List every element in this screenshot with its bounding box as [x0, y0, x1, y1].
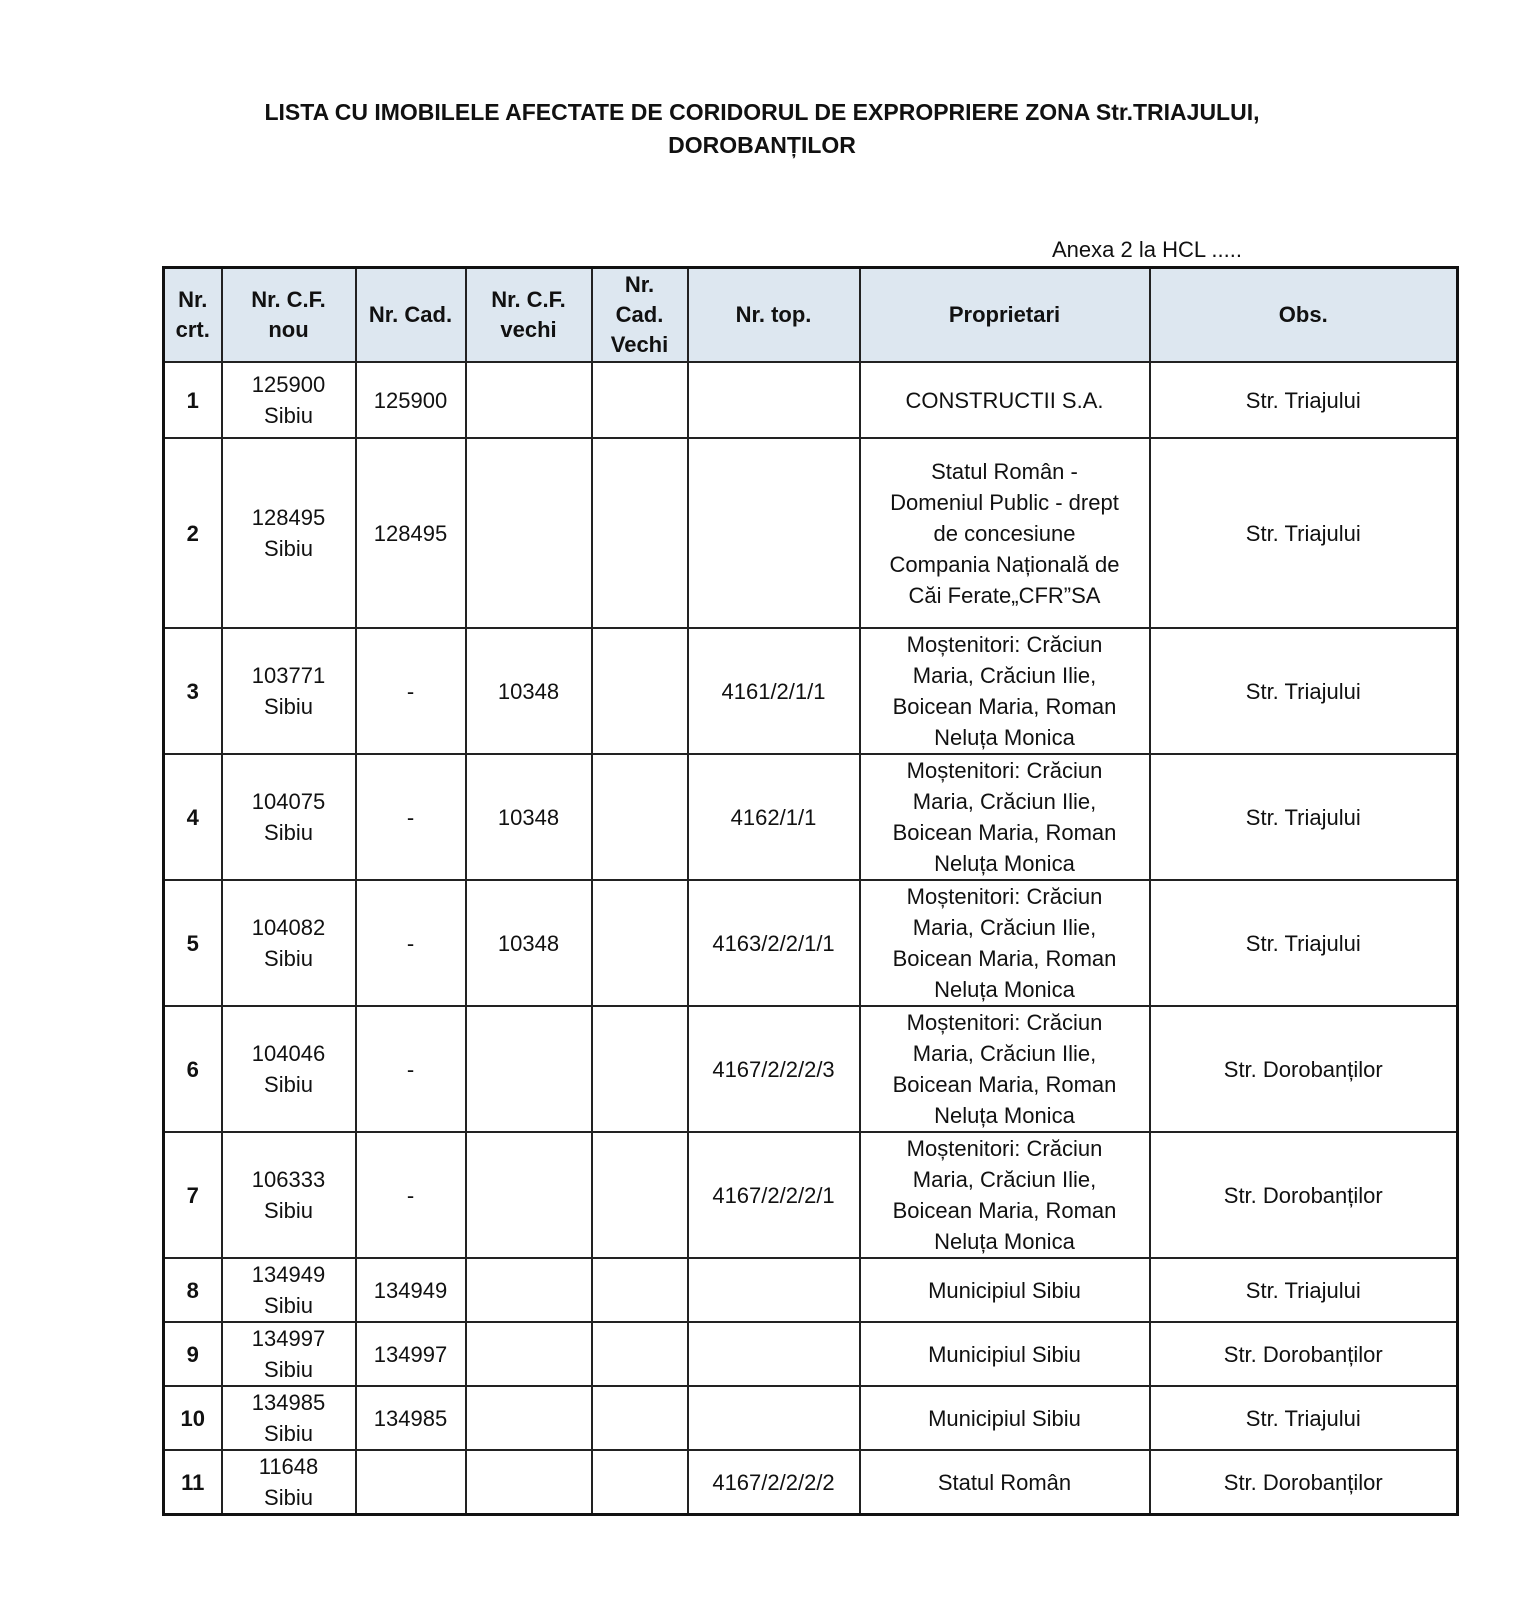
cell-text-line: 104075 — [251, 789, 326, 814]
cell-cf-nou — [222, 628, 356, 754]
cell-text-line: CONSTRUCTII S.A. — [905, 387, 1104, 413]
cell-nr-cad: 134949 — [356, 1258, 466, 1322]
cell-text-line: Neluța Monica — [934, 977, 1075, 1002]
cell-text-line: Statul Român - — [931, 458, 1078, 484]
cell-text-line: 125900 — [251, 372, 326, 397]
cell-text-line: Sibiu — [264, 536, 313, 561]
cell-obs: Str. Triajului — [1150, 362, 1458, 438]
cell-text-line: Neluța Monica — [934, 851, 1075, 876]
annex-reference: Anexa 2 la HCL ..... — [1052, 237, 1242, 262]
header-cf-nou: Nr. C.F. nou — [222, 268, 356, 363]
cell-text-line: Sibiu — [264, 1485, 313, 1510]
cell-cad-vechi — [592, 1132, 688, 1258]
cell-text-line: 104082 — [251, 915, 326, 940]
title-line-2: DOROBANȚILOR — [668, 132, 856, 158]
cell-text-line: 134985 — [251, 1390, 326, 1415]
cell-text-line: Sibiu — [264, 1421, 313, 1446]
cell-cad-vechi — [592, 1006, 688, 1132]
cell-cad-vechi — [592, 362, 688, 438]
cell-cad-vechi — [592, 1322, 688, 1386]
table-row — [164, 880, 1458, 1006]
cell-cad-vechi — [592, 1258, 688, 1322]
cell-text-line: Boicean Maria, Roman — [892, 820, 1117, 845]
cell-text-line: Domeniul Public - drept — [890, 489, 1119, 515]
cell-text-line: Căi Ferate„CFR”SA — [908, 582, 1101, 608]
cell-proprietari — [860, 1450, 1150, 1515]
cell-proprietari — [860, 1132, 1150, 1258]
cell-nr-top: 4162/1/1 — [688, 754, 860, 880]
cell-proprietari — [860, 754, 1150, 880]
cell-nr-cad: - — [356, 880, 466, 1006]
cell-cad-vechi — [592, 1450, 688, 1515]
cell-text-line: Sibiu — [264, 403, 313, 428]
cell-cad-vechi — [592, 628, 688, 754]
cell-nr-cad: - — [356, 754, 466, 880]
cell-nr-top: 4167/2/2/2/3 — [688, 1006, 860, 1132]
table-row — [164, 1386, 1458, 1450]
cell-text-line: 134949 — [251, 1262, 326, 1287]
document-title — [0, 96, 1524, 162]
header-proprietari: Proprietari — [860, 268, 1150, 363]
table-row — [164, 1322, 1458, 1386]
cell-text-line: Maria, Crăciun Ilie, — [912, 1167, 1097, 1192]
cell-nr-crt: 5 — [164, 880, 222, 1006]
cell-cf-nou — [222, 1450, 356, 1515]
cell-obs: Str. Dorobanților — [1150, 1322, 1458, 1386]
cell-cf-vechi — [466, 362, 592, 438]
cell-nr-crt: 8 — [164, 1258, 222, 1322]
cell-obs: Str. Triajului — [1150, 1258, 1458, 1322]
cell-nr-cad: 128495 — [356, 438, 466, 628]
cell-text-line: Maria, Crăciun Ilie, — [912, 915, 1097, 940]
cell-text-line: 104046 — [251, 1041, 326, 1066]
cell-nr-crt: 6 — [164, 1006, 222, 1132]
cell-text-line: Boicean Maria, Roman — [892, 946, 1117, 971]
cell-obs: Str. Dorobanților — [1150, 1450, 1458, 1515]
cell-text-line: Moștenitori: Crăciun — [906, 758, 1103, 783]
header-nr-cad: Nr. Cad. — [356, 268, 466, 363]
cell-nr-top — [688, 438, 860, 628]
cell-proprietari — [860, 1006, 1150, 1132]
cell-text-line: Neluța Monica — [934, 1103, 1075, 1128]
properties-table — [162, 266, 1459, 1516]
cell-nr-cad: 134985 — [356, 1386, 466, 1450]
cell-cf-nou — [222, 880, 356, 1006]
header-cad-vechi: Nr. Cad. Vechi — [592, 268, 688, 363]
cell-cf-nou — [222, 754, 356, 880]
cell-proprietari — [860, 880, 1150, 1006]
cell-text-line: Statul Român — [937, 1469, 1072, 1495]
cell-nr-cad: - — [356, 628, 466, 754]
cell-nr-top — [688, 362, 860, 438]
cell-text-line: Moștenitori: Crăciun — [906, 884, 1103, 909]
cell-text-line: Moștenitori: Crăciun — [906, 632, 1103, 657]
cell-obs: Str. Dorobanților — [1150, 1132, 1458, 1258]
cell-text-line: Municipiul Sibiu — [928, 1341, 1081, 1367]
cell-obs: Str. Triajului — [1150, 880, 1458, 1006]
header-cf-vechi: Nr. C.F. vechi — [466, 268, 592, 363]
cell-text-line: Maria, Crăciun Ilie, — [912, 789, 1097, 814]
cell-nr-crt: 11 — [164, 1450, 222, 1515]
table-row — [164, 1258, 1458, 1322]
cell-text-line: 11648 — [258, 1454, 319, 1479]
cell-proprietari — [860, 1258, 1150, 1322]
cell-cf-vechi — [466, 438, 592, 628]
cell-text-line: Moștenitori: Crăciun — [906, 1136, 1103, 1161]
cell-text-line: Sibiu — [264, 694, 313, 719]
cell-text-line: Boicean Maria, Roman — [892, 1072, 1117, 1097]
cell-proprietari — [860, 1386, 1150, 1450]
table-row — [164, 1006, 1458, 1132]
cell-nr-cad: 125900 — [356, 362, 466, 438]
cell-nr-top: 4161/2/1/1 — [688, 628, 860, 754]
title-line-1: LISTA CU IMOBILELE AFECTATE DE CORIDORUL DE EXPROPRIERE ZONA Str.TRIAJULUI, — [264, 99, 1260, 125]
cell-text-line: 106333 — [251, 1167, 326, 1192]
cell-cf-vechi — [466, 1132, 592, 1258]
cell-text-line: Sibiu — [264, 1293, 313, 1318]
cell-cf-vechi — [466, 1322, 592, 1386]
cell-cf-nou — [222, 1132, 356, 1258]
table-row — [164, 438, 1458, 628]
table-row — [164, 754, 1458, 880]
table-body — [164, 362, 1458, 1515]
cell-nr-cad: - — [356, 1006, 466, 1132]
cell-nr-cad: 134997 — [356, 1322, 466, 1386]
cell-obs: Str. Triajului — [1150, 438, 1458, 628]
cell-nr-crt: 1 — [164, 362, 222, 438]
table-row — [164, 1450, 1458, 1515]
cell-cf-nou — [222, 1258, 356, 1322]
cell-text-line: Maria, Crăciun Ilie, — [912, 663, 1097, 688]
cell-nr-crt: 3 — [164, 628, 222, 754]
cell-cf-vechi — [466, 1006, 592, 1132]
cell-text-line: Boicean Maria, Roman — [892, 1198, 1117, 1223]
cell-text-line: Sibiu — [264, 1198, 313, 1223]
cell-obs: Str. Dorobanților — [1150, 1006, 1458, 1132]
cell-nr-cad — [356, 1450, 466, 1515]
cell-cf-nou — [222, 438, 356, 628]
cell-text-line: Neluța Monica — [934, 725, 1075, 750]
cell-cad-vechi — [592, 438, 688, 628]
cell-nr-top: 4167/2/2/2/2 — [688, 1450, 860, 1515]
cell-nr-cad: - — [356, 1132, 466, 1258]
cell-proprietari — [860, 628, 1150, 754]
cell-nr-crt: 7 — [164, 1132, 222, 1258]
cell-text-line: Maria, Crăciun Ilie, — [912, 1041, 1097, 1066]
cell-cf-nou — [222, 1386, 356, 1450]
table-row — [164, 362, 1458, 438]
cell-nr-top — [688, 1258, 860, 1322]
cell-cf-nou — [222, 1006, 356, 1132]
cell-text-line: de concesiune — [933, 520, 1076, 546]
cell-nr-top: 4167/2/2/2/1 — [688, 1132, 860, 1258]
cell-text-line: Sibiu — [264, 1072, 313, 1097]
cell-text-line: Municipiul Sibiu — [928, 1405, 1081, 1431]
cell-obs: Str. Triajului — [1150, 628, 1458, 754]
table-header-row — [164, 268, 1458, 363]
cell-text-line: Compania Națională de — [889, 551, 1120, 577]
cell-cf-vechi: 10348 — [466, 880, 592, 1006]
cell-text-line: Moștenitori: Crăciun — [906, 1010, 1103, 1035]
cell-nr-crt: 10 — [164, 1386, 222, 1450]
cell-text-line: 134997 — [251, 1326, 326, 1351]
cell-text-line: Sibiu — [264, 946, 313, 971]
cell-nr-top — [688, 1386, 860, 1450]
cell-proprietari — [860, 438, 1150, 628]
cell-nr-top — [688, 1322, 860, 1386]
cell-cad-vechi — [592, 754, 688, 880]
cell-text-line: Neluța Monica — [934, 1229, 1075, 1254]
cell-cf-vechi: 10348 — [466, 628, 592, 754]
cell-nr-crt: 9 — [164, 1322, 222, 1386]
cell-text-line: Boicean Maria, Roman — [892, 694, 1117, 719]
cell-obs: Str. Triajului — [1150, 754, 1458, 880]
cell-cf-vechi: 10348 — [466, 754, 592, 880]
cell-text-line: Sibiu — [264, 820, 313, 845]
cell-text-line: 103771 — [251, 663, 326, 688]
cell-cf-vechi — [466, 1386, 592, 1450]
cell-nr-crt: 4 — [164, 754, 222, 880]
header-obs: Obs. — [1150, 268, 1458, 363]
cell-cf-vechi — [466, 1258, 592, 1322]
cell-nr-crt: 2 — [164, 438, 222, 628]
header-nr-crt: Nr. crt. — [164, 268, 222, 363]
cell-nr-top: 4163/2/2/1/1 — [688, 880, 860, 1006]
cell-cf-nou — [222, 1322, 356, 1386]
table-row — [164, 628, 1458, 754]
cell-cad-vechi — [592, 880, 688, 1006]
cell-cad-vechi — [592, 1386, 688, 1450]
cell-text-line: Sibiu — [264, 1357, 313, 1382]
cell-text-line: Municipiul Sibiu — [928, 1277, 1081, 1303]
cell-cf-vechi — [466, 1450, 592, 1515]
header-nr-top: Nr. top. — [688, 268, 860, 363]
cell-text-line: 128495 — [251, 505, 326, 530]
cell-proprietari — [860, 1322, 1150, 1386]
table-row — [164, 1132, 1458, 1258]
cell-cf-nou — [222, 362, 356, 438]
cell-obs: Str. Triajului — [1150, 1386, 1458, 1450]
cell-proprietari — [860, 362, 1150, 438]
